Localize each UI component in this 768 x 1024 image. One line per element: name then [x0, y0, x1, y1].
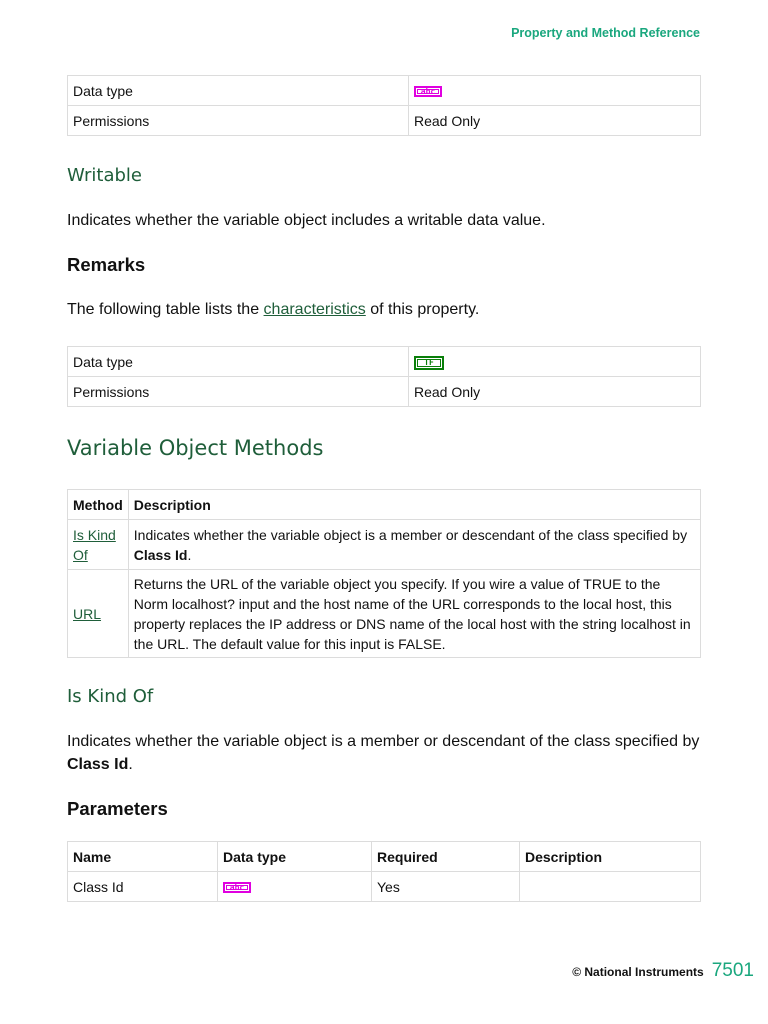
table-row [68, 76, 701, 106]
data-type-cell [409, 76, 701, 106]
data-type-cell [409, 347, 701, 377]
is-kind-of-heading: Is Kind Of [67, 686, 154, 707]
remarks-heading: Remarks [67, 254, 146, 275]
method-cell [68, 520, 129, 570]
methods-table [67, 489, 701, 658]
permissions-label: Permissions [68, 377, 409, 407]
column-header: Description [128, 490, 700, 520]
table-row [68, 520, 701, 570]
method-description: Indicates whether the variable object is a member or descendant of the class specified by Class Id. [128, 520, 700, 570]
remarks-text [67, 298, 707, 321]
column-header: Required [372, 842, 520, 872]
is-kind-of-link[interactable]: Is Kind Of [73, 526, 116, 563]
param-name: Class Id [68, 872, 218, 902]
section-title: Property and Method Reference [511, 26, 700, 40]
permissions-label: Permissions [68, 106, 409, 136]
parameters-heading: Parameters [67, 798, 168, 819]
remarks-suffix: of this property. [365, 301, 480, 318]
page-number: 7501 [711, 960, 754, 981]
table-row [68, 106, 701, 136]
table-row [68, 377, 701, 407]
is-kind-of-description: Indicates whether the variable object is a member or descendant of the class specified by Class Id. [67, 733, 700, 773]
column-header: Name [68, 842, 218, 872]
table-header-row [68, 842, 701, 872]
permissions-value: Read Only [409, 377, 701, 407]
methods-heading: Variable Object Methods [67, 436, 324, 460]
string-type-icon: abc [223, 882, 251, 893]
table-row [68, 347, 701, 377]
top-characteristics-table [67, 75, 701, 136]
writable-description: Indicates whether the variable object includes a writable data value. [67, 212, 546, 229]
param-description [520, 872, 701, 902]
writable-heading: Writable [67, 165, 142, 186]
copyright: © National Instruments [572, 965, 704, 979]
table-header-row [68, 490, 701, 520]
method-cell [68, 570, 129, 658]
data-type-label: Data type [68, 347, 409, 377]
url-link[interactable]: URL [73, 605, 102, 622]
column-header: Method [68, 490, 129, 520]
table-row [68, 872, 701, 902]
method-description: Returns the URL of the variable object you specify. If you wire a value of TRUE to the Norm localhost? input and the host name of the URL corresponds to the local host, this property replaces the IP address or DNS name of the local host with the string localhost in the URL. The default value for this input is FALSE. [128, 570, 700, 658]
remarks-prefix: The following table lists the [67, 301, 264, 318]
boolean-type-icon: TF [414, 356, 444, 370]
writable-characteristics-table [67, 346, 701, 407]
string-type-icon: abc [414, 86, 442, 97]
param-type-cell [218, 872, 372, 902]
permissions-value: Read Only [409, 106, 701, 136]
characteristics-link[interactable]: characteristics [263, 301, 366, 318]
data-type-label: Data type [68, 76, 409, 106]
param-required: Yes [372, 872, 520, 902]
table-row [68, 570, 701, 658]
column-header: Description [520, 842, 701, 872]
column-header: Data type [218, 842, 372, 872]
parameters-table [67, 841, 701, 902]
page-footer [572, 960, 754, 982]
